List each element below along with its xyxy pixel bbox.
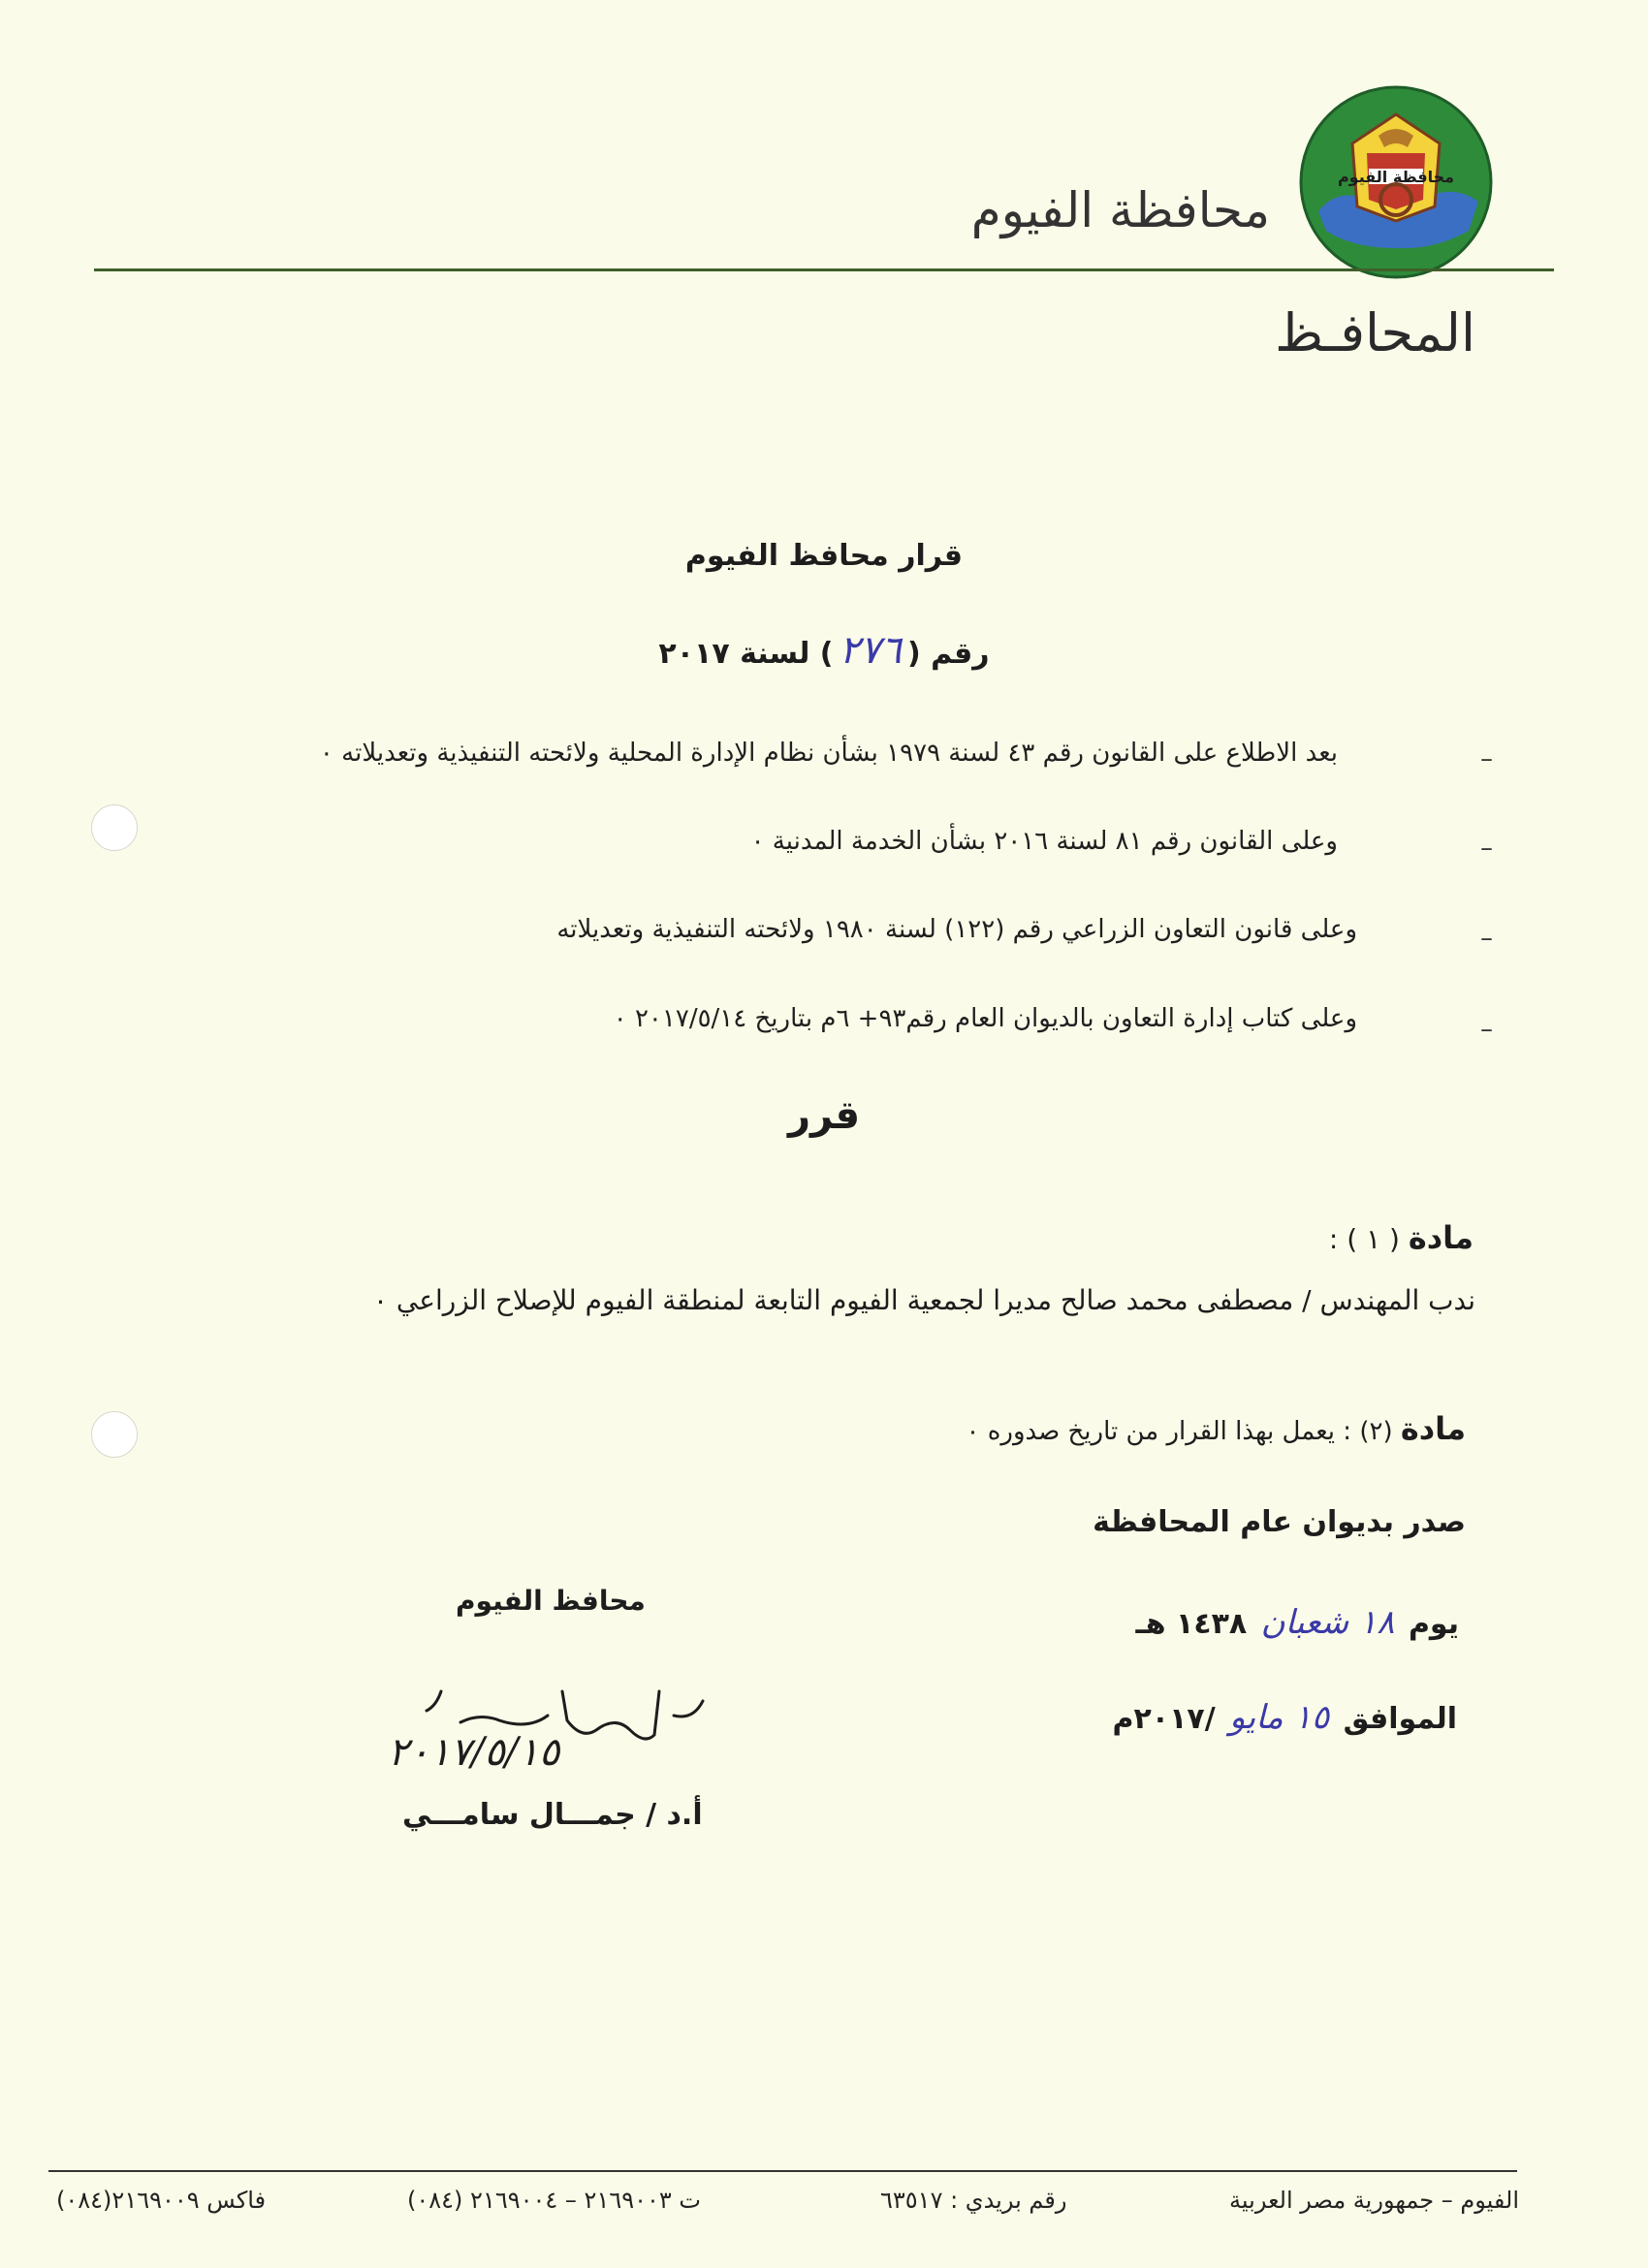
preamble-dash: –: [1480, 1015, 1493, 1044]
article-1-heading: [1329, 1219, 1474, 1256]
handwritten-hijri-day: ١٨ شعبان: [1260, 1603, 1395, 1642]
preamble-line: بعد الاطلاع على القانون رقم ٤٣ لسنة ١٩٧٩ بشأن نظام الإدارة المحلية ولائحته التنفيذية وتعديلاته ٠: [319, 739, 1338, 768]
footer-fax: فاكس ٢١٦٩٠٠٩(٠٨٤): [56, 2187, 267, 2214]
preamble-line: وعلى قانون التعاون الزراعي رقم (١٢٢) لسنة ١٩٨٠ ولائحته التنفيذية وتعديلاته: [556, 915, 1357, 944]
handwritten-gregorian-day: ١٥ مايو: [1229, 1698, 1330, 1737]
number-prefix: رقم: [931, 637, 990, 671]
punch-hole: [91, 1411, 138, 1458]
governorate-emblem-logo: [1299, 85, 1493, 279]
decision-number-line: [0, 628, 1648, 673]
article-label: مادة: [1408, 1219, 1474, 1256]
article-text: يعمل بهذا القرار من تاريخ صدوره ٠: [966, 1417, 1336, 1446]
decision-title: قرار محافظ الفيوم: [684, 539, 964, 573]
gregorian-year: /٢٠١٧م: [1112, 1702, 1216, 1736]
footer-address: الفيوم – جمهورية مصر العربية: [1229, 2187, 1519, 2214]
header-divider: [94, 268, 1554, 271]
article-2: [967, 1410, 1466, 1447]
punch-hole: [91, 804, 138, 851]
governorate-name: محافظة الفيوم: [970, 182, 1270, 238]
article-label: مادة: [1400, 1410, 1466, 1447]
article-1-text: ندب المهندس / مصطفى محمد صالح مديرا لجمعية الفيوم التابعة لمنطقة الفيوم للإصلاح الزراعي ٠: [372, 1284, 1475, 1316]
issued-at: صدر بديوان عام المحافظة: [1093, 1505, 1466, 1539]
footer-divider: [48, 2170, 1517, 2172]
footer-postal-code: رقم بريدي : ٦٣٥١٧: [880, 2187, 1067, 2214]
preamble-line: وعلى كتاب إدارة التعاون بالديوان العام رقم٩٣+ ٦م بتاريخ ٢٠١٧/٥/١٤ ٠: [613, 1004, 1357, 1033]
gregorian-date-line: [1113, 1698, 1458, 1737]
logo-text: محافظة الفيوم: [1337, 168, 1455, 186]
signer-name: أ.د / جمـــال سامـــي: [402, 1798, 703, 1832]
preamble-dash: –: [1480, 924, 1493, 953]
preamble-dash: –: [1480, 834, 1493, 863]
signature-date: ٢٠١٧/٥/١٥: [388, 1730, 560, 1775]
signatory-title: محافظ الفيوم: [456, 1585, 646, 1617]
hijri-date-line: [1135, 1603, 1459, 1642]
hijri-year: ١٤٣٨ هـ: [1135, 1607, 1248, 1641]
article-number: (٢) :: [1343, 1417, 1393, 1446]
office-title: المحافـظ: [1275, 302, 1475, 363]
number-open-paren: (: [906, 637, 921, 671]
preamble-dash: –: [1480, 744, 1493, 773]
preamble-line: وعلى القانون رقم ٨١ لسنة ٢٠١٦ بشأن الخدمة المدنية ٠: [750, 827, 1338, 856]
agreed-label: الموافق: [1343, 1702, 1457, 1736]
day-label: يوم: [1408, 1607, 1459, 1641]
footer-phone: ت ٢١٦٩٠٠٣ – ٢١٦٩٠٠٤ (٠٨٤): [407, 2187, 702, 2214]
decided-heading: قرر: [787, 1093, 861, 1138]
article-number: ( ١ ) :: [1328, 1223, 1400, 1255]
decision-year: لسنة ٢٠١٧: [658, 637, 810, 671]
number-close-paren: ): [819, 637, 834, 671]
handwritten-decision-number: ٢٧٦: [839, 628, 902, 673]
